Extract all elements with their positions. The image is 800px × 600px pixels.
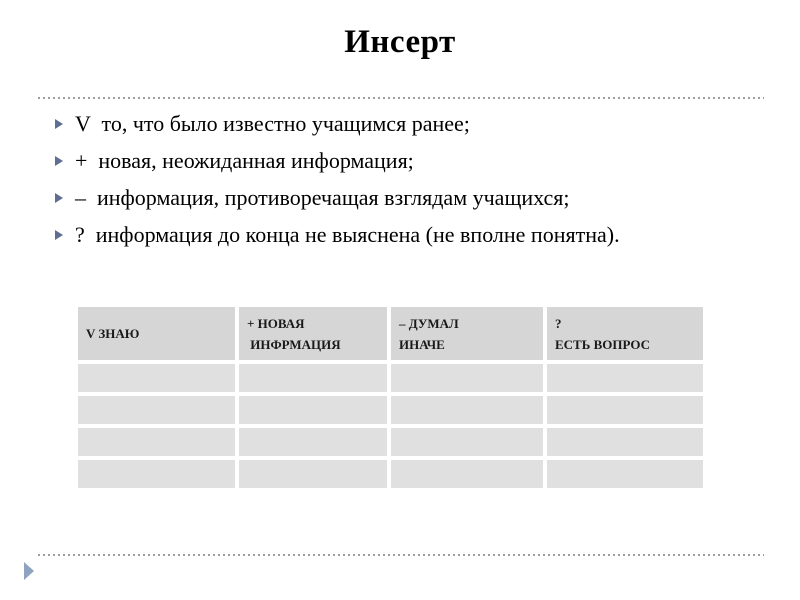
slide-title: Инсерт	[344, 24, 456, 60]
insert-table	[74, 303, 707, 492]
table-cell	[547, 428, 703, 456]
table-cell	[547, 460, 703, 488]
header-line: + НОВАЯ	[247, 315, 305, 331]
table-cell	[547, 396, 703, 424]
bullet-triangle-icon	[55, 230, 63, 240]
table-cell	[239, 364, 387, 392]
footer-triangle-icon	[24, 562, 34, 580]
bullet-text: ? информация до конца не выяснена (не вполне понятна).	[75, 222, 620, 247]
table-cell	[547, 364, 703, 392]
list-item	[55, 147, 755, 175]
list-item	[55, 221, 755, 249]
table-cell	[391, 364, 543, 392]
table-header-row	[78, 307, 703, 360]
bullet-list	[55, 110, 755, 258]
header-line: ИНФРМАЦИЯ	[247, 336, 341, 352]
bullet-text: V то, что было известно учащимся ранее;	[75, 111, 470, 136]
table-cell	[78, 428, 235, 456]
table-cell	[78, 460, 235, 488]
header-line: V ЗНАЮ	[86, 326, 140, 341]
table-row	[78, 428, 703, 456]
header-line: ЕСТЬ ВОПРОС	[555, 336, 650, 352]
bullet-triangle-icon	[55, 119, 63, 129]
table-cell	[239, 460, 387, 488]
table-cell	[78, 364, 235, 392]
header-line: – ДУМАЛ	[399, 315, 459, 331]
bullet-triangle-icon	[55, 156, 63, 166]
table-cell	[78, 396, 235, 424]
table-cell	[239, 428, 387, 456]
table-header-cell-question	[547, 307, 703, 360]
table-row	[78, 396, 703, 424]
header-line: ИНАЧЕ	[399, 336, 445, 352]
table-cell	[391, 460, 543, 488]
table-row	[78, 460, 703, 488]
bottom-dashed-divider	[38, 554, 764, 556]
list-item	[55, 184, 755, 212]
table-cell	[391, 396, 543, 424]
table-header-cell-know	[78, 307, 235, 360]
table-header-cell-thought	[391, 307, 543, 360]
table-row	[78, 364, 703, 392]
header-line: ?	[555, 315, 562, 331]
table-header-cell-new	[239, 307, 387, 360]
bullet-text: + новая, неожиданная информация;	[75, 148, 414, 173]
top-dashed-divider	[38, 97, 764, 99]
table-cell	[239, 396, 387, 424]
table-cell	[391, 428, 543, 456]
bullet-triangle-icon	[55, 193, 63, 203]
list-item	[55, 110, 755, 138]
bullet-text: – информация, противоречащая взглядам учащихся;	[75, 185, 570, 210]
